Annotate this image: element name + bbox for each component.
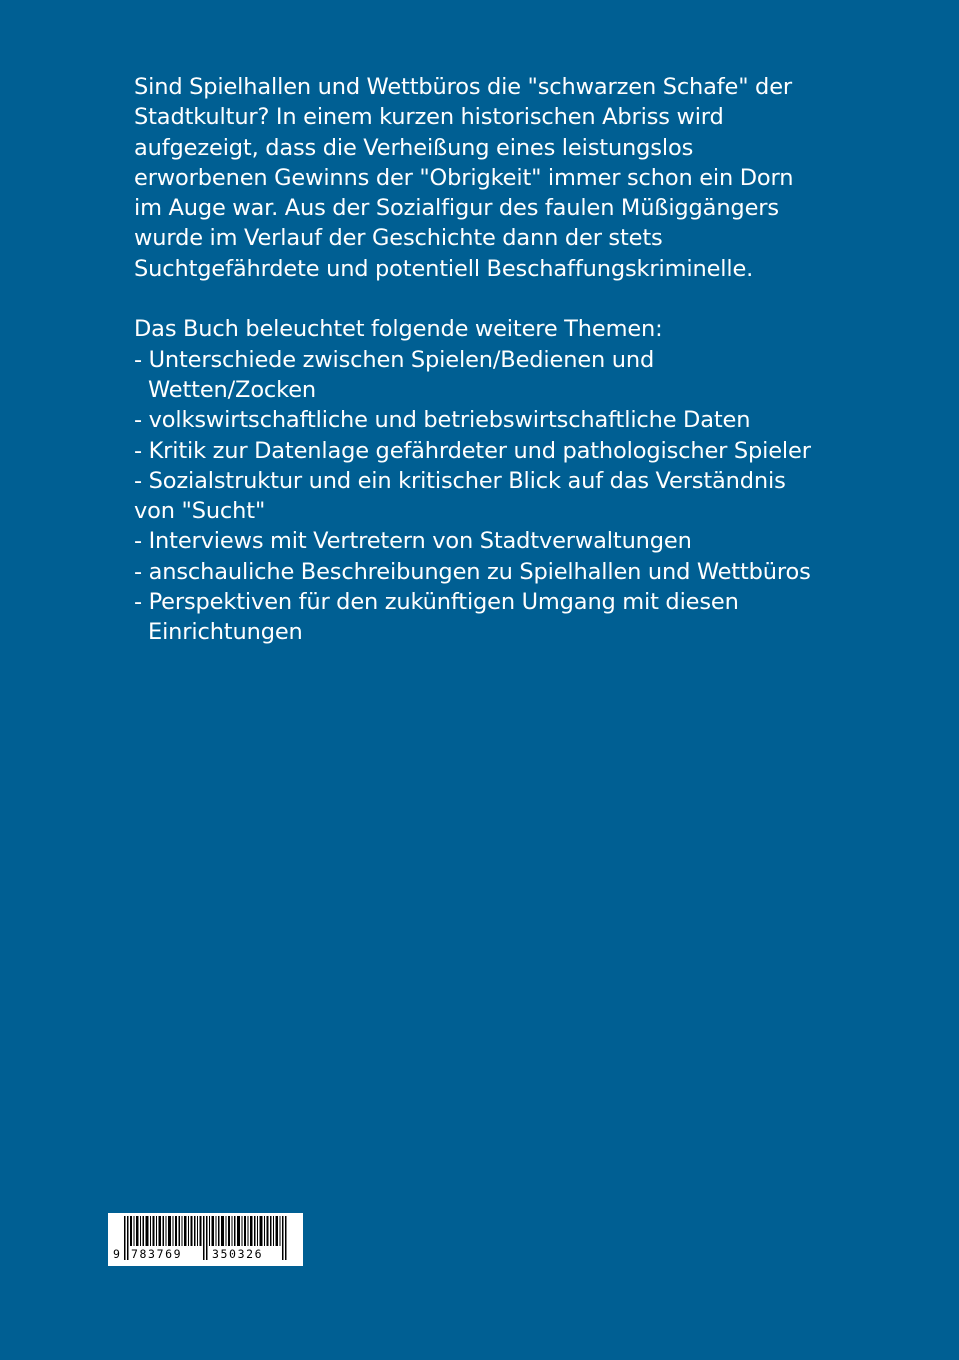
- topic-item-continuation: Einrichtungen: [148, 619, 303, 646]
- topics-heading: Das Buch beleuchtet folgende weitere Themen:: [134, 316, 663, 343]
- isbn-right-group: 350326: [212, 1247, 264, 1261]
- intro-line: Stadtkultur? In einem kurzen historischen Abriss wird: [134, 104, 724, 131]
- intro-line: Suchtgefährdete und potentiell Beschaffungskriminelle.: [134, 255, 754, 282]
- intro-line: Sind Spielhallen und Wettbüros die "schwarzen Schafe" der: [134, 74, 792, 100]
- isbn-first-digit: 9: [113, 1247, 122, 1261]
- blurb-text: [134, 72, 854, 648]
- isbn-digits: [108, 1247, 303, 1263]
- intro-line: im Auge war. Aus der Sozialfigur des faulen Müßiggängers: [134, 195, 779, 222]
- intro-line: aufgezeigt, dass die Verheißung eines leistungslos: [134, 134, 694, 161]
- topic-item-continuation: von "Sucht": [134, 498, 266, 525]
- intro-line: erworbenen Gewinns der "Obrigkeit" immer schon ein Dorn: [134, 164, 794, 191]
- topic-item: - Perspektiven für den zukünftigen Umgang mit diesen: [134, 589, 739, 616]
- isbn-barcode: [108, 1213, 303, 1266]
- topic-item: - volkswirtschaftliche und betriebswirtschaftliche Daten: [134, 407, 751, 434]
- topics-section: [134, 314, 854, 647]
- intro-line: wurde im Verlauf der Geschichte dann der stets: [134, 225, 663, 252]
- topic-item: - Unterschiede zwischen Spielen/Bedienen und: [134, 346, 655, 373]
- isbn-left-group: 783769: [131, 1247, 183, 1261]
- intro-paragraph: [134, 72, 854, 284]
- topic-item: - Kritik zur Datenlage gefährdeter und pathologischer Spieler: [134, 437, 811, 464]
- topic-item: - Sozialstruktur und ein kritischer Blick auf das Verständnis: [134, 467, 786, 494]
- topic-item: - Interviews mit Vertretern von Stadtverwaltungen: [134, 528, 692, 555]
- topic-item-continuation: Wetten/Zocken: [148, 376, 317, 403]
- topic-item: - anschauliche Beschreibungen zu Spielhallen und Wettbüros: [134, 558, 811, 585]
